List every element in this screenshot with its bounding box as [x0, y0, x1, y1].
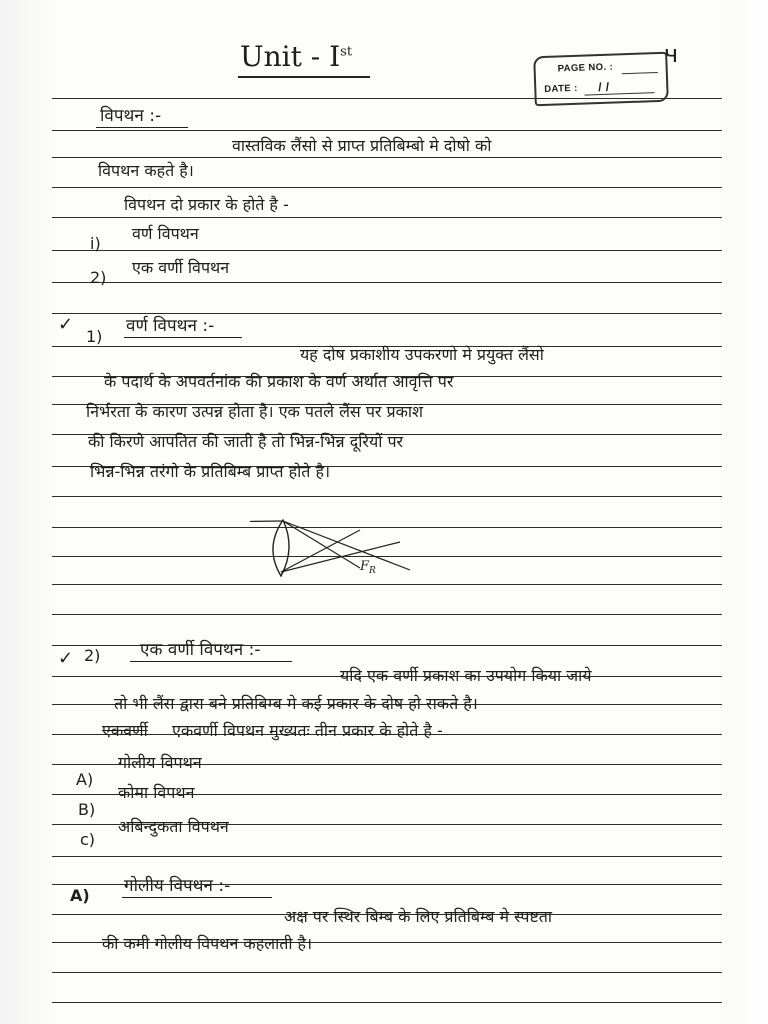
section-heading-ek-varni-vipathan: एक वर्णी विपथन :- — [140, 640, 261, 660]
section-heading-vipathan: विपथन :- — [100, 106, 162, 126]
list-number: i) — [90, 234, 101, 253]
ruled-line — [52, 496, 722, 497]
body-line: वास्तविक लैंसो से प्राप्त प्रतिबिम्बो मे दोषो को — [232, 136, 492, 155]
page-right-edge — [720, 0, 768, 1024]
page-no-line — [622, 72, 658, 74]
check-mark-icon: ✓ — [58, 648, 74, 669]
body-line: निर्भरता के कारण उत्पन्न होता है। एक पतले लैंस पर प्रकाश — [86, 402, 423, 421]
ruled-line — [52, 584, 722, 585]
body-line: विपथन कहते है। — [98, 161, 194, 180]
page-left-shadow — [0, 0, 56, 1024]
section-number: 2) — [84, 646, 101, 665]
list-number: B) — [78, 800, 96, 819]
body-line: भिन्न-भिन्न तरंगो के प्रतिबिम्ब प्राप्त होते है। — [90, 462, 331, 481]
list-item: कोमा विपथन — [118, 783, 195, 802]
page-title: Unit - Ist — [240, 40, 353, 73]
ruled-line — [52, 130, 722, 131]
section-heading-goliya-vipathan: गोलीय विपथन :- — [124, 876, 231, 896]
body-line: यदि एक वर्णी प्रकाश का उपयोग किया जाये — [340, 666, 592, 685]
date-value: / / — [598, 79, 610, 95]
body-line: तो भी लैंस द्वारा बने प्रतिबिम्ब मे कई प्रकार के दोष हो सकते है। — [114, 694, 478, 713]
refracted-ray — [283, 521, 410, 570]
body-line: यह दोष प्रकाशीय उपकरणो मे प्रयुक्त लैंसो — [300, 345, 544, 364]
incident-ray — [250, 521, 283, 522]
refracted-ray — [281, 530, 360, 572]
list-number: 2) — [90, 268, 107, 287]
refracted-ray — [281, 542, 400, 572]
struck-word: एकवर्णी — [102, 721, 148, 740]
heading-underline — [124, 337, 242, 338]
page-no-label: PAGE NO. : — [557, 61, 614, 75]
refracted-ray — [283, 521, 360, 568]
lens-diagram — [250, 512, 430, 582]
heading-underline — [130, 661, 292, 662]
body-line: की कमी गोलीय विपथन कहलाती है। — [102, 934, 313, 953]
heading-underline — [122, 897, 272, 898]
ruled-line — [52, 1002, 722, 1003]
convex-lens — [273, 520, 289, 576]
date-line — [585, 92, 655, 95]
ruled-line — [52, 250, 722, 251]
page-date-stamp — [533, 52, 669, 107]
list-item: वर्ण विपथन — [132, 224, 199, 243]
list-item: एक वर्णी विपथन — [132, 258, 230, 277]
body-line: विपथन दो प्रकार के होते है - — [124, 195, 289, 214]
check-mark-icon: ✓ — [58, 314, 74, 335]
body-line: की किरणे आपतित की जाती है तो भिन्न-भिन्न दूरियों पर — [88, 432, 404, 451]
ruled-line — [52, 856, 722, 857]
ruled-line — [52, 217, 722, 218]
ruled-line — [52, 614, 722, 615]
date-label: DATE : — [544, 82, 578, 95]
body-line: अक्ष पर स्थिर बिम्ब के लिए प्रतिबिम्ब मे स्पष्टता — [284, 907, 553, 926]
heading-underline — [96, 127, 188, 128]
section-heading-varna-vipathan: वर्ण विपथन :- — [126, 316, 215, 336]
ruled-line — [52, 157, 722, 158]
corner-mark: ч — [664, 40, 679, 68]
body-line: के पदार्थ के अपवर्तनांक की प्रकाश के वर्ण अर्थात आवृत्ति पर — [104, 372, 454, 391]
body-line: एकवर्णी विपथन मुख्यतः तीन प्रकार के होते है - — [172, 721, 443, 740]
list-item: गोलीय विपथन — [118, 753, 202, 772]
ruled-line — [52, 187, 722, 188]
focus-label: $F_R$ — [360, 559, 376, 576]
ruled-line — [52, 282, 722, 283]
list-item: अबिन्दुकता विपथन — [118, 817, 229, 836]
list-number: c) — [80, 830, 96, 849]
section-number: 1) — [86, 327, 103, 346]
ruled-line — [52, 972, 722, 973]
list-number: A) — [76, 770, 94, 789]
title-underline — [238, 76, 370, 78]
section-number: A) — [70, 886, 90, 905]
